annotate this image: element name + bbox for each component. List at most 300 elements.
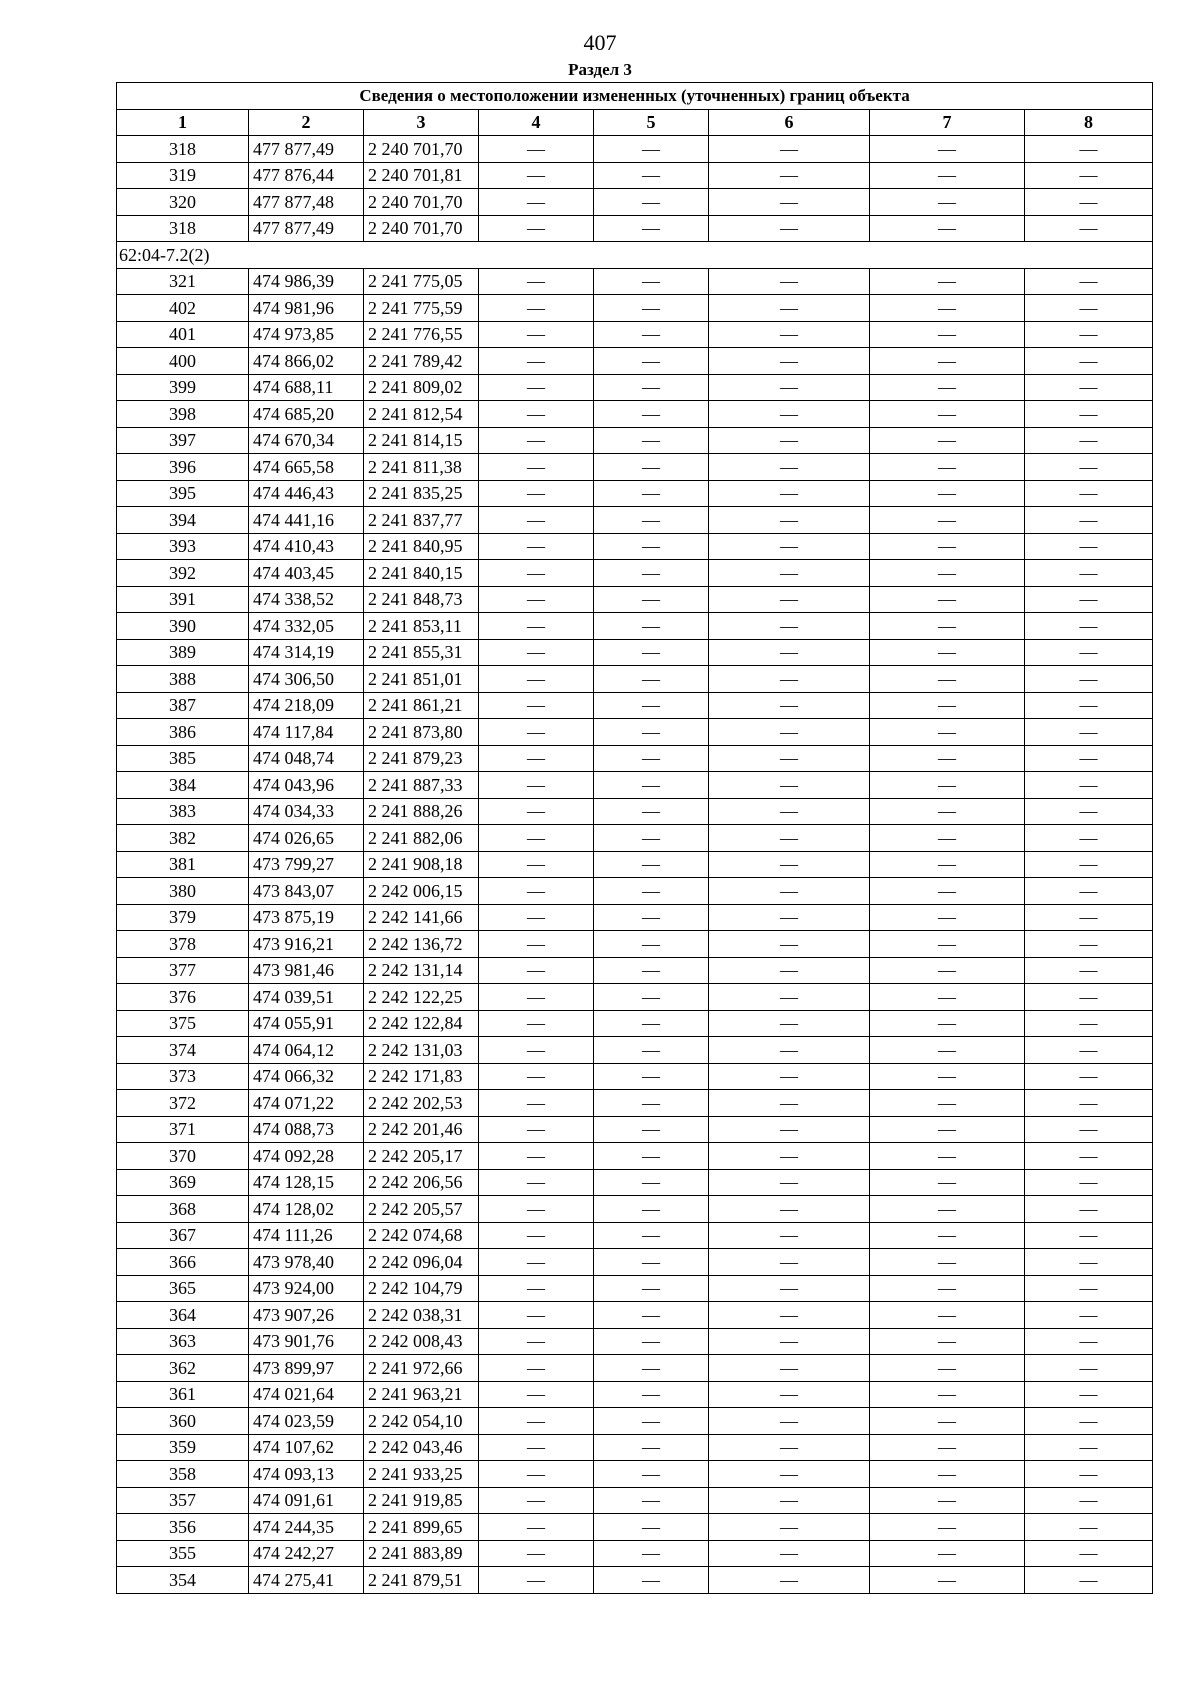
dash-cell: — — [594, 851, 709, 878]
dash-cell: — — [870, 613, 1025, 640]
table-row — [117, 1461, 1153, 1488]
dash-cell: — — [594, 427, 709, 454]
dash-cell: — — [870, 878, 1025, 905]
x-coordinate: 474 275,41 — [249, 1567, 364, 1594]
dash-cell: — — [1025, 613, 1153, 640]
table-row — [117, 1063, 1153, 1090]
dash-cell: — — [1025, 692, 1153, 719]
dash-cell: — — [479, 692, 594, 719]
dash-cell: — — [870, 904, 1025, 931]
dash-cell: — — [709, 348, 870, 375]
dash-cell: — — [594, 798, 709, 825]
dash-cell: — — [709, 1408, 870, 1435]
table-row — [117, 268, 1153, 295]
dash-cell: — — [709, 1275, 870, 1302]
dash-cell: — — [870, 586, 1025, 613]
dash-cell: — — [870, 639, 1025, 666]
point-number: 362 — [117, 1355, 249, 1382]
dash-cell: — — [870, 1434, 1025, 1461]
y-coordinate: 2 241 883,89 — [364, 1540, 479, 1567]
dash-cell: — — [479, 798, 594, 825]
y-coordinate: 2 242 205,17 — [364, 1143, 479, 1170]
dash-cell: — — [870, 1090, 1025, 1117]
dash-cell: — — [870, 162, 1025, 189]
table-row — [117, 957, 1153, 984]
dash-cell: — — [870, 215, 1025, 242]
dash-cell: — — [870, 136, 1025, 163]
dash-cell: — — [870, 1169, 1025, 1196]
dash-cell: — — [1025, 189, 1153, 216]
dash-cell: — — [870, 1143, 1025, 1170]
dash-cell: — — [479, 1116, 594, 1143]
x-coordinate: 473 916,21 — [249, 931, 364, 958]
point-number: 389 — [117, 639, 249, 666]
dash-cell: — — [479, 560, 594, 587]
dash-cell: — — [1025, 1249, 1153, 1276]
dash-cell: — — [1025, 745, 1153, 772]
dash-cell: — — [594, 560, 709, 587]
dash-cell: — — [594, 1381, 709, 1408]
point-number: 380 — [117, 878, 249, 905]
dash-cell: — — [1025, 560, 1153, 587]
x-coordinate: 473 924,00 — [249, 1275, 364, 1302]
y-coordinate: 2 241 972,66 — [364, 1355, 479, 1382]
table-row — [117, 189, 1153, 216]
dash-cell: — — [594, 745, 709, 772]
dash-cell: — — [709, 984, 870, 1011]
column-number: 5 — [594, 109, 709, 136]
point-number: 388 — [117, 666, 249, 693]
dash-cell: — — [870, 1487, 1025, 1514]
y-coordinate: 2 241 775,05 — [364, 268, 479, 295]
y-coordinate: 2 241 899,65 — [364, 1514, 479, 1541]
y-coordinate: 2 242 122,84 — [364, 1010, 479, 1037]
dash-cell: — — [594, 1090, 709, 1117]
point-number: 369 — [117, 1169, 249, 1196]
dash-cell: — — [479, 348, 594, 375]
dash-cell: — — [1025, 1037, 1153, 1064]
dash-cell: — — [594, 1275, 709, 1302]
dash-cell: — — [594, 1567, 709, 1594]
y-coordinate: 2 241 933,25 — [364, 1461, 479, 1488]
y-coordinate: 2 241 848,73 — [364, 586, 479, 613]
x-coordinate: 473 907,26 — [249, 1302, 364, 1329]
dash-cell: — — [479, 639, 594, 666]
point-number: 318 — [117, 215, 249, 242]
y-coordinate: 2 242 136,72 — [364, 931, 479, 958]
dash-cell: — — [870, 454, 1025, 481]
dash-cell: — — [479, 374, 594, 401]
dash-cell: — — [870, 1302, 1025, 1329]
dash-cell: — — [594, 692, 709, 719]
dash-cell: — — [479, 1090, 594, 1117]
y-coordinate: 2 242 202,53 — [364, 1090, 479, 1117]
dash-cell: — — [709, 1169, 870, 1196]
dash-cell: — — [709, 480, 870, 507]
dash-cell: — — [709, 586, 870, 613]
dash-cell: — — [594, 639, 709, 666]
dash-cell: — — [479, 666, 594, 693]
dash-cell: — — [1025, 348, 1153, 375]
x-coordinate: 474 071,22 — [249, 1090, 364, 1117]
dash-cell: — — [479, 719, 594, 746]
x-coordinate: 474 670,34 — [249, 427, 364, 454]
x-coordinate: 474 128,02 — [249, 1196, 364, 1223]
point-number: 365 — [117, 1275, 249, 1302]
dash-cell: — — [1025, 1540, 1153, 1567]
y-coordinate: 2 241 775,59 — [364, 295, 479, 322]
table-caption: Сведения о местоположении измененных (уточненных) границ объекта — [117, 83, 1153, 110]
dash-cell: — — [1025, 454, 1153, 481]
dash-cell: — — [870, 295, 1025, 322]
dash-cell: — — [1025, 1567, 1153, 1594]
dash-cell: — — [1025, 480, 1153, 507]
dash-cell: — — [1025, 1381, 1153, 1408]
dash-cell: — — [870, 1514, 1025, 1541]
section-title: Раздел 3 — [568, 60, 632, 79]
y-coordinate: 2 242 104,79 — [364, 1275, 479, 1302]
column-number: 2 — [249, 109, 364, 136]
y-coordinate: 2 241 855,31 — [364, 639, 479, 666]
x-coordinate: 474 026,65 — [249, 825, 364, 852]
dash-cell: — — [709, 1328, 870, 1355]
y-coordinate: 2 242 074,68 — [364, 1222, 479, 1249]
dash-cell: — — [479, 825, 594, 852]
dash-cell: — — [1025, 878, 1153, 905]
y-coordinate: 2 242 141,66 — [364, 904, 479, 931]
table-row — [117, 1116, 1153, 1143]
dash-cell: — — [594, 401, 709, 428]
dash-cell: — — [479, 533, 594, 560]
dash-cell: — — [709, 1249, 870, 1276]
dash-cell: — — [594, 1328, 709, 1355]
column-number: 7 — [870, 109, 1025, 136]
dash-cell: — — [1025, 1010, 1153, 1037]
y-coordinate: 2 242 008,43 — [364, 1328, 479, 1355]
x-coordinate: 474 093,13 — [249, 1461, 364, 1488]
dash-cell: — — [870, 931, 1025, 958]
dash-cell: — — [594, 215, 709, 242]
point-number: 368 — [117, 1196, 249, 1223]
dash-cell: — — [709, 1010, 870, 1037]
table-row — [117, 136, 1153, 163]
x-coordinate: 474 111,26 — [249, 1222, 364, 1249]
dash-cell: — — [479, 984, 594, 1011]
table-row — [117, 798, 1153, 825]
point-number: 396 — [117, 454, 249, 481]
dash-cell: — — [709, 798, 870, 825]
table-row — [117, 454, 1153, 481]
y-coordinate: 2 242 096,04 — [364, 1249, 479, 1276]
x-coordinate: 474 064,12 — [249, 1037, 364, 1064]
dash-cell: — — [1025, 401, 1153, 428]
rows-group — [117, 268, 1153, 1593]
point-number: 373 — [117, 1063, 249, 1090]
dash-cell: — — [594, 136, 709, 163]
point-number: 360 — [117, 1408, 249, 1435]
dash-cell: — — [870, 851, 1025, 878]
x-coordinate: 474 107,62 — [249, 1434, 364, 1461]
dash-cell: — — [1025, 1222, 1153, 1249]
dash-cell: — — [479, 401, 594, 428]
x-coordinate: 473 875,19 — [249, 904, 364, 931]
table-row — [117, 745, 1153, 772]
y-coordinate: 2 241 963,21 — [364, 1381, 479, 1408]
dash-cell: — — [1025, 1355, 1153, 1382]
table-row — [117, 374, 1153, 401]
dash-cell: — — [1025, 1090, 1153, 1117]
table-row — [117, 639, 1153, 666]
x-coordinate: 473 978,40 — [249, 1249, 364, 1276]
point-number: 395 — [117, 480, 249, 507]
column-number: 6 — [709, 109, 870, 136]
dash-cell: — — [870, 321, 1025, 348]
y-coordinate: 2 240 701,70 — [364, 136, 479, 163]
dash-cell: — — [1025, 1196, 1153, 1223]
x-coordinate: 474 023,59 — [249, 1408, 364, 1435]
dash-cell: — — [1025, 268, 1153, 295]
dash-cell: — — [870, 1037, 1025, 1064]
y-coordinate: 2 242 054,10 — [364, 1408, 479, 1435]
dash-cell: — — [709, 772, 870, 799]
y-coordinate: 2 241 835,25 — [364, 480, 479, 507]
dash-cell: — — [594, 1514, 709, 1541]
y-coordinate: 2 241 840,15 — [364, 560, 479, 587]
dash-cell: — — [594, 162, 709, 189]
dash-cell: — — [479, 1434, 594, 1461]
dash-cell: — — [709, 454, 870, 481]
dash-cell: — — [1025, 136, 1153, 163]
y-coordinate: 2 241 789,42 — [364, 348, 479, 375]
dash-cell: — — [709, 1514, 870, 1541]
dash-cell: — — [594, 1143, 709, 1170]
dash-cell: — — [709, 1222, 870, 1249]
y-coordinate: 2 242 171,83 — [364, 1063, 479, 1090]
dash-cell: — — [479, 1275, 594, 1302]
dash-cell: — — [594, 772, 709, 799]
x-coordinate: 474 981,96 — [249, 295, 364, 322]
point-number: 399 — [117, 374, 249, 401]
dash-cell: — — [1025, 533, 1153, 560]
point-number: 357 — [117, 1487, 249, 1514]
dash-cell: — — [594, 1249, 709, 1276]
y-coordinate: 2 242 006,15 — [364, 878, 479, 905]
y-coordinate: 2 241 840,95 — [364, 533, 479, 560]
table-row — [117, 1037, 1153, 1064]
table-row — [117, 1196, 1153, 1223]
dash-cell: — — [1025, 639, 1153, 666]
dash-cell: — — [1025, 772, 1153, 799]
dash-cell: — — [709, 1434, 870, 1461]
dash-cell: — — [594, 1461, 709, 1488]
dash-cell: — — [709, 1302, 870, 1329]
dash-cell: — — [709, 957, 870, 984]
y-coordinate: 2 242 043,46 — [364, 1434, 479, 1461]
x-coordinate: 473 799,27 — [249, 851, 364, 878]
table-row — [117, 1434, 1153, 1461]
dash-cell: — — [1025, 957, 1153, 984]
dash-cell: — — [709, 427, 870, 454]
dash-cell: — — [479, 613, 594, 640]
point-number: 397 — [117, 427, 249, 454]
x-coordinate: 474 043,96 — [249, 772, 364, 799]
dash-cell: — — [1025, 666, 1153, 693]
x-coordinate: 474 021,64 — [249, 1381, 364, 1408]
dash-cell: — — [594, 825, 709, 852]
dash-cell: — — [1025, 1461, 1153, 1488]
point-number: 361 — [117, 1381, 249, 1408]
dash-cell: — — [594, 189, 709, 216]
x-coordinate: 474 441,16 — [249, 507, 364, 534]
dash-cell: — — [479, 1037, 594, 1064]
group-row — [117, 242, 1153, 269]
x-coordinate: 474 866,02 — [249, 348, 364, 375]
dash-cell: — — [479, 454, 594, 481]
point-number: 391 — [117, 586, 249, 613]
dash-cell: — — [709, 745, 870, 772]
dash-cell: — — [709, 1090, 870, 1117]
dash-cell: — — [709, 1487, 870, 1514]
dash-cell: — — [709, 825, 870, 852]
dash-cell: — — [594, 957, 709, 984]
y-coordinate: 2 241 812,54 — [364, 401, 479, 428]
table-row — [117, 1540, 1153, 1567]
dash-cell: — — [479, 1355, 594, 1382]
table-row — [117, 719, 1153, 746]
point-number: 393 — [117, 533, 249, 560]
dash-cell: — — [1025, 162, 1153, 189]
dash-cell: — — [709, 189, 870, 216]
dash-cell: — — [870, 480, 1025, 507]
table-row — [117, 533, 1153, 560]
dash-cell: — — [709, 1037, 870, 1064]
table-row — [117, 1010, 1153, 1037]
y-coordinate: 2 241 908,18 — [364, 851, 479, 878]
dash-cell: — — [709, 931, 870, 958]
point-number: 392 — [117, 560, 249, 587]
dash-cell: — — [594, 984, 709, 1011]
dash-cell: — — [870, 692, 1025, 719]
point-number: 354 — [117, 1567, 249, 1594]
y-coordinate: 2 241 879,23 — [364, 745, 479, 772]
point-number: 401 — [117, 321, 249, 348]
dash-cell: — — [870, 1381, 1025, 1408]
point-number: 386 — [117, 719, 249, 746]
x-coordinate: 474 048,74 — [249, 745, 364, 772]
y-coordinate: 2 242 131,14 — [364, 957, 479, 984]
y-coordinate: 2 241 873,80 — [364, 719, 479, 746]
dash-cell: — — [594, 348, 709, 375]
table-row — [117, 162, 1153, 189]
dash-cell: — — [479, 136, 594, 163]
column-number: 1 — [117, 109, 249, 136]
dash-cell: — — [870, 1540, 1025, 1567]
column-number: 3 — [364, 109, 479, 136]
dash-cell: — — [479, 1302, 594, 1329]
dash-cell: — — [479, 1514, 594, 1541]
dash-cell: — — [594, 480, 709, 507]
x-coordinate: 474 410,43 — [249, 533, 364, 560]
dash-cell: — — [479, 904, 594, 931]
dash-cell: — — [1025, 825, 1153, 852]
dash-cell: — — [479, 851, 594, 878]
dash-cell: — — [594, 613, 709, 640]
dash-cell: — — [479, 215, 594, 242]
dash-cell: — — [709, 162, 870, 189]
dash-cell: — — [1025, 215, 1153, 242]
dash-cell: — — [594, 533, 709, 560]
table-row — [117, 984, 1153, 1011]
dash-cell: — — [870, 1275, 1025, 1302]
dash-cell: — — [709, 878, 870, 905]
point-number: 319 — [117, 162, 249, 189]
table-row — [117, 321, 1153, 348]
dash-cell: — — [1025, 1302, 1153, 1329]
y-coordinate: 2 241 861,21 — [364, 692, 479, 719]
dash-cell: — — [479, 1461, 594, 1488]
dash-cell: — — [1025, 1063, 1153, 1090]
dash-cell: — — [479, 1249, 594, 1276]
dash-cell: — — [870, 348, 1025, 375]
dash-cell: — — [870, 1567, 1025, 1594]
table-row — [117, 1487, 1153, 1514]
rows-before-group — [117, 136, 1153, 242]
point-number: 385 — [117, 745, 249, 772]
dash-cell: — — [1025, 374, 1153, 401]
dash-cell: — — [870, 772, 1025, 799]
y-coordinate: 2 240 701,70 — [364, 215, 479, 242]
dash-cell: — — [594, 931, 709, 958]
point-number: 366 — [117, 1249, 249, 1276]
dash-cell: — — [594, 295, 709, 322]
dash-cell: — — [479, 1540, 594, 1567]
x-coordinate: 477 877,49 — [249, 136, 364, 163]
x-coordinate: 474 446,43 — [249, 480, 364, 507]
dash-cell: — — [709, 1143, 870, 1170]
dash-cell: — — [479, 507, 594, 534]
dash-cell: — — [870, 666, 1025, 693]
dash-cell: — — [1025, 1514, 1153, 1541]
dash-cell: — — [709, 1567, 870, 1594]
y-coordinate: 2 241 776,55 — [364, 321, 479, 348]
dash-cell: — — [594, 1355, 709, 1382]
y-coordinate: 2 241 853,11 — [364, 613, 479, 640]
point-number: 377 — [117, 957, 249, 984]
table-row — [117, 1302, 1153, 1329]
point-number: 363 — [117, 1328, 249, 1355]
table-row — [117, 215, 1153, 242]
dash-cell: — — [709, 613, 870, 640]
table-row — [117, 1567, 1153, 1594]
x-coordinate: 477 877,49 — [249, 215, 364, 242]
dash-cell: — — [709, 692, 870, 719]
dash-cell: — — [479, 1169, 594, 1196]
dash-cell: — — [479, 295, 594, 322]
dash-cell: — — [479, 1143, 594, 1170]
dash-cell: — — [594, 878, 709, 905]
dash-cell: — — [594, 1169, 709, 1196]
dash-cell: — — [594, 1434, 709, 1461]
dash-cell: — — [1025, 1434, 1153, 1461]
x-coordinate: 474 314,19 — [249, 639, 364, 666]
dash-cell: — — [870, 719, 1025, 746]
dash-cell: — — [594, 1302, 709, 1329]
dash-cell: — — [479, 427, 594, 454]
dash-cell: — — [1025, 904, 1153, 931]
x-coordinate: 474 973,85 — [249, 321, 364, 348]
x-coordinate: 474 244,35 — [249, 1514, 364, 1541]
x-coordinate: 473 899,97 — [249, 1355, 364, 1382]
